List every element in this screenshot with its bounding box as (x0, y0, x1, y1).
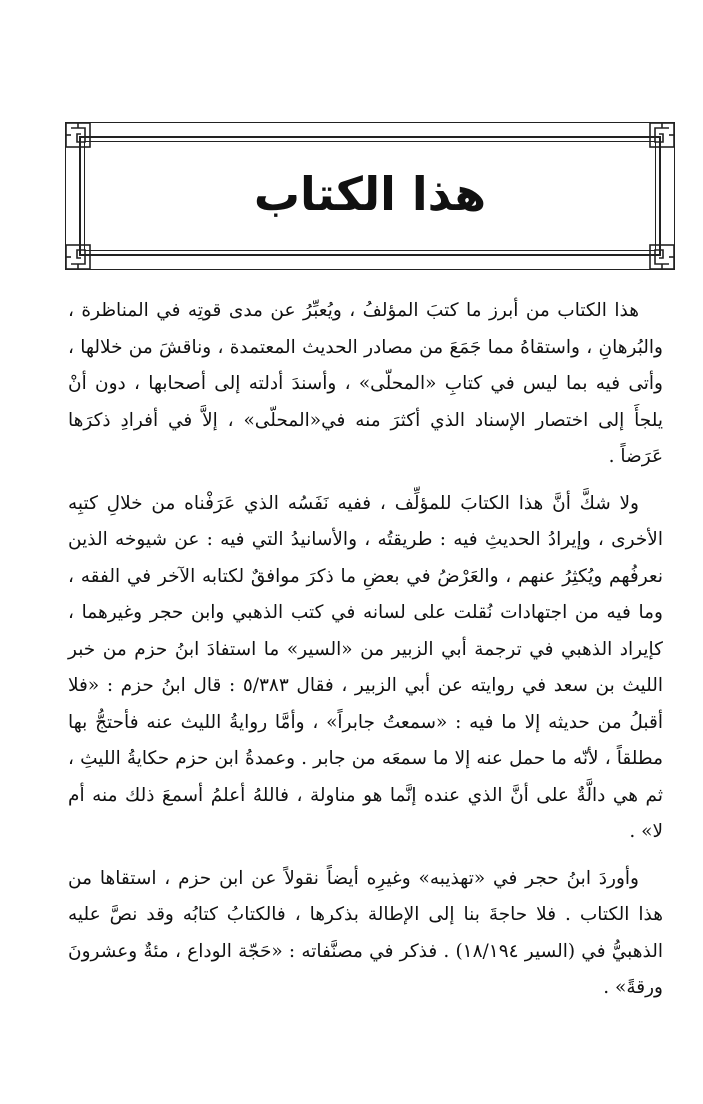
page-title: هذا الكتاب (253, 167, 487, 221)
paragraph: وأوردَ ابنُ حجر في «تهذيبه» وغيرِه أيضاً نقولاً عن ابن حزم ، استقاها من هذا الكتاب . فلا حاجةَ بنا إلى الإطالة بذكرها ، فالكتابُ كتابُه وقد نصَّ عليه الذهبيُّ في (السير ١٨/١٩٤) . فذكر في مصنَّفاته : «حَجّة الوداع ، مئةٌ وعشرونَ ورقةً» . (68, 867, 663, 998)
paragraph: هذا الكتاب من أبرز ما كتبَ المؤلفُ ، ويُعبِّرُ عن مدى قوتِه في المناظرة ، والبُرهانِ ، واستقاهُ مما جَمَعَ من مصادر الحديث المعتمدة ، وناقشَ من خلالها ، وأتى فيه بما ليس في كتابِ «المحلّى» ، وأسندَ أدلته إلى أصحابها ، دون أنْ يلجأَ إلى اختصار الإسناد الذي أكثرَ منه في«المحلّى» ، إلاَّ في أفرادِ ذكرَها عَرَضاً . (68, 300, 663, 467)
corner-ornament-icon (63, 242, 93, 272)
corner-ornament-icon (647, 120, 677, 150)
corner-ornament-icon (647, 242, 677, 272)
corner-ornament-icon (63, 120, 93, 150)
paragraph: ولا شكَّ أنَّ هذا الكتابَ للمؤلِّف ، ففيه نَفَسُه الذي عَرَفْناه من خلالِ كتبِه الأخرى ، وإيرادُ الحديثِ فيه : طريقتُه ، والأسانيدُ التي فيه : عن شيوخه الذين نعرفُهم ويُكثِرُ عنهم ، والعَرْضُ في بعضِ ما ذكرَ موافقٌ لكتابه الآخر في الفقه ، وما فيه من اجتهادات نُقلت على لسانه في كتب الذهبي وابن حجر وغيرهما ، كإيراد الذهبي في ترجمة أبي الزبير من «السير» ما استفادَ ابنُ حزم من خبر الليث بن سعد في روايته عن أبي الزبير ، فقال ٥/٣٨٣ : قال ابنُ حزم : «فلا أقبلُ من حديثه إلا ما فيه : «سمعتُ جابراً» ، وأمَّا روايةُ الليث عنه فأحتجُّ بها مطلقاً ، لأنّه ما حمل عنه إلا ما سمعَه من جابر . وعمدةُ ابن حزم حكايةُ الليثِ ، ثم هي دالَّةٌ على أنَّ الذي عنده إنَّما هو مناولة ، فاللهُ أعلمُ أسمعَ ذلك منه أم لا» . (68, 492, 663, 842)
title-frame (65, 122, 675, 270)
body-text (68, 293, 663, 1007)
